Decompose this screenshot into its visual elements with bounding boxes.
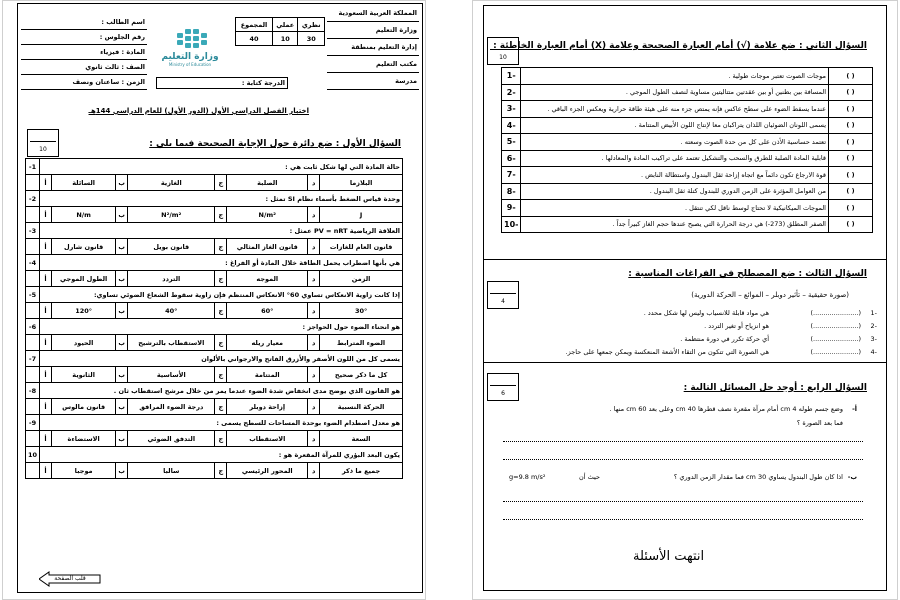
answer-mark-box[interactable]: ( ): [829, 167, 873, 184]
answer-option[interactable]: N/m: [52, 207, 116, 223]
question-number: 8-: [26, 383, 40, 399]
kingdom-label: المملكة العربية السعودية: [327, 5, 419, 22]
answer-option[interactable]: كل ما ذكر صحيح: [320, 367, 403, 383]
mcq-options-row: [26, 207, 403, 223]
tf-row: [502, 167, 873, 184]
answer-option[interactable]: الحيود: [52, 335, 116, 351]
score-header-practical: عملي: [272, 18, 298, 32]
statement-text: عندما يسقط الضوء على سطح عاكس فإنه يمتص جزء منه على هيئة طاقة حرارية ويعكس الجزء الباقي .: [521, 101, 829, 118]
option-letter: ب: [116, 239, 128, 255]
q2-title: السؤال الثاني : ضع علامة (√) أمام العبارة الصحيحة وعلامة (X) أمام العبارة الخاطئة :: [493, 41, 867, 51]
q1-mcq-table: [25, 158, 403, 479]
option-letter: د: [308, 463, 320, 479]
q1-score: 10: [39, 146, 47, 153]
option-letter: د: [308, 431, 320, 447]
options-spacer: [26, 335, 40, 351]
mcq-options-row: [26, 303, 403, 319]
answer-blank[interactable]: (......................): [810, 322, 861, 330]
options-spacer: [26, 399, 40, 415]
answer-option[interactable]: قانون الغاز المثالي: [227, 239, 308, 255]
mcq-options-row: [26, 367, 403, 383]
question-number: 3-: [26, 223, 40, 239]
answer-option[interactable]: المحور الرئيسي: [227, 463, 308, 479]
blank-number: -1: [870, 309, 877, 317]
options-spacer: [26, 463, 40, 479]
mcq-options-row: [26, 431, 403, 447]
answer-option[interactable]: الزمن: [320, 271, 403, 287]
statement-text: من العوامل المؤثرة على الزمن الدوري للبندول كتلة ثقل البندول .: [521, 183, 829, 200]
tf-row: [502, 216, 873, 233]
next-page-arrow[interactable]: [39, 571, 101, 587]
question-number: 7-: [26, 351, 40, 367]
question-number: 5-: [26, 287, 40, 303]
answer-option[interactable]: سالبا: [128, 463, 215, 479]
statement-text: قوة الارجاع تكون دائماً مع اتجاه إزاحة ثقل البندول واستطالة النابض .: [521, 167, 829, 184]
option-letter: أ: [40, 303, 52, 319]
statement-number: -4: [502, 117, 521, 134]
option-letter: ج: [215, 239, 227, 255]
option-letter: أ: [40, 175, 52, 191]
question-text: إذا كانت زاوية الانعكاس تساوي 60° الانعكاس المنتظم فإن زاوية سقوط الشعاع الضوئي تساوي:: [40, 287, 403, 303]
blank-definition: أي حركة تكرر في دورة منتظمة .: [680, 335, 769, 343]
mcq-options-row: [26, 463, 403, 479]
answer-mark-box[interactable]: ( ): [829, 84, 873, 101]
question-text: يكون البعد البؤري للمرآة المقعرة هو :: [40, 447, 403, 463]
answer-option[interactable]: 30°: [320, 303, 403, 319]
score-header-total: المجموع: [236, 18, 273, 32]
q4b-given: g=9.8 m/s²: [509, 473, 546, 481]
answer-option[interactable]: السائلة: [52, 175, 116, 191]
answer-blank[interactable]: (......................): [810, 335, 861, 343]
student-name-field[interactable]: اسم الطالب :: [21, 15, 147, 30]
question-text: وحدة قياس الضغط بأسماء نظام SI تمثل :: [40, 191, 403, 207]
option-letter: ب: [116, 367, 128, 383]
option-letter: د: [308, 207, 320, 223]
ministry-logo-icon: [157, 25, 223, 69]
exam-header: [21, 5, 419, 89]
ministry-logo: [157, 25, 223, 69]
blank-definition: هي الصورة التي تتكون من التقاء الأشعة المنعكسة ويمكن جمعها على حاجز.: [565, 348, 769, 356]
answer-mark-box[interactable]: ( ): [829, 68, 873, 85]
option-letter: أ: [40, 399, 52, 415]
statement-number: -10: [502, 216, 521, 233]
question-text: يسمى كل من اللون الأصفر والأزرق الفاتح والارجواني بالألوان: [40, 351, 403, 367]
option-letter: أ: [40, 463, 52, 479]
question-number: 1-: [26, 159, 40, 175]
score-table: [235, 17, 325, 46]
option-letter: د: [308, 303, 320, 319]
logo-text-en: Ministry of Education: [168, 62, 212, 67]
question-text: هو معدل اصطدام الضوء بوحدة المساحات للسطح يسمى :: [40, 415, 403, 431]
option-letter: ج: [215, 207, 227, 223]
q3-word-bank: (صورة حقيقية – تأثير دوبلر – الموائع – الحركة الدورية): [691, 291, 849, 299]
statement-number: -7: [502, 167, 521, 184]
q4b-answer-line-1[interactable]: [503, 501, 863, 502]
q4b-text: اذا كان طول البندول يساوي 30 cm فما مقدار الزمن الدوري ؟: [673, 473, 843, 481]
tf-row: [502, 150, 873, 167]
exam-title: اختبار الفصل الدراسي الأول (الدور الأول) للعام الدراسي 144هـ: [88, 107, 309, 115]
exam-page-left: [2, 0, 426, 600]
option-letter: أ: [40, 207, 52, 223]
option-letter: ج: [215, 303, 227, 319]
answer-option[interactable]: الغازية: [128, 175, 215, 191]
answer-option[interactable]: البلازما: [320, 175, 403, 191]
q4a-answer-line-1[interactable]: [503, 441, 863, 442]
answer-mark-box[interactable]: ( ): [829, 200, 873, 217]
answer-mark-box[interactable]: ( ): [829, 101, 873, 118]
time-label: الزمن : ساعتان ونصف: [21, 75, 147, 90]
ministry-label: وزارة التعليم: [327, 22, 419, 39]
answer-option[interactable]: المتتامة: [227, 367, 308, 383]
q4b-answer-line-2[interactable]: [503, 519, 863, 520]
option-letter: ب: [116, 303, 128, 319]
q4a-label: أ-: [852, 405, 857, 413]
statement-number: -1: [502, 68, 521, 85]
education-office-label: مكتب التعليم: [327, 56, 419, 73]
option-letter: ب: [116, 399, 128, 415]
option-letter: ب: [116, 207, 128, 223]
statement-text: تعتمد حساسية الأذن على كل من حدة الصوت وسعته .: [521, 134, 829, 151]
mcq-options-row: [26, 335, 403, 351]
q4-score-box: [487, 373, 519, 401]
options-spacer: [26, 367, 40, 383]
logo-text-ar: وزارة التعليم: [161, 52, 219, 62]
mcq-question-row: [26, 223, 403, 239]
tf-row: [502, 134, 873, 151]
statement-text: موجات الصوت تعتبر موجات طولية .: [521, 68, 829, 85]
question-text: حالة المادة التي لها شكل ثابت هي :: [40, 159, 403, 175]
q4-score: 6: [501, 390, 505, 397]
question-number: 9-: [26, 415, 40, 431]
options-spacer: [26, 303, 40, 319]
answer-option[interactable]: درجة الضوء المرافق: [128, 399, 215, 415]
end-of-questions: انتهت الأسئلة: [633, 549, 705, 564]
score-value-total: 40: [236, 32, 273, 46]
mcq-question-row: [26, 319, 403, 335]
question-text: هو القانون الذي يوضح مدى انخفاض شدة الضوء عندما يمر من خلال مرشح استقطاب ثان .: [40, 383, 403, 399]
q1-title: السؤال الأول : ضع دائرة حول الإجابة الصحيحة فيما يلي :: [149, 139, 401, 149]
answer-option[interactable]: معيار ريله: [227, 335, 308, 351]
q4a-text: وضع جسم طوله 4 cm أمام مرآة مقعرة نصف قطرها 40 cm وعلى بعد 60 cm منها .: [609, 405, 843, 413]
statement-number: -3: [502, 101, 521, 118]
answer-option[interactable]: قانون العام للغازات: [320, 239, 403, 255]
q1-score-box: [27, 129, 59, 157]
answer-option[interactable]: قانون بويل: [128, 239, 215, 255]
score-value-practical: 10: [272, 32, 298, 46]
option-letter: ج: [215, 271, 227, 287]
blank-number: -4: [870, 348, 877, 356]
mcq-question-row: [26, 447, 403, 463]
answer-option[interactable]: موجبا: [52, 463, 116, 479]
q4a-answer-line-2[interactable]: [503, 459, 863, 460]
option-letter: ج: [215, 463, 227, 479]
statement-text: قابلية المادة الصلبة للطرق والسحب والتشكيل تعتمد على تراكيب المادة والمعادلها .: [521, 150, 829, 167]
blank-definition: هو انزياح أو تغير التردد .: [704, 322, 769, 330]
student-info: [21, 15, 147, 90]
option-letter: د: [308, 367, 320, 383]
answer-option[interactable]: الاستضاءة: [52, 431, 116, 447]
answer-option[interactable]: 60°: [227, 303, 308, 319]
option-letter: د: [308, 271, 320, 287]
option-letter: أ: [40, 431, 52, 447]
score-header-theory: نظري: [298, 18, 325, 32]
answer-option[interactable]: الموجه: [227, 271, 308, 287]
blank-definition: هي مواد قابلة للانسياب وليس لها شكل محدد .: [643, 309, 769, 317]
statement-number: -9: [502, 200, 521, 217]
q3-score-box: [487, 281, 519, 309]
question-number: 2-: [26, 191, 40, 207]
answer-option[interactable]: الضوء المترابط: [320, 335, 403, 351]
option-letter: ب: [116, 271, 128, 287]
tf-row: [502, 117, 873, 134]
answer-option[interactable]: الأساسية: [128, 367, 215, 383]
question-text: هي بأنها اضطراب يحمل الطاقة خلال المادة أو الفراغ :: [40, 255, 403, 271]
statement-number: -6: [502, 150, 521, 167]
option-letter: ج: [215, 399, 227, 415]
answer-option[interactable]: 40°: [128, 303, 215, 319]
mcq-question-row: [26, 351, 403, 367]
option-letter: د: [308, 335, 320, 351]
mcq-options-row: [26, 175, 403, 191]
answer-option[interactable]: الطول الموجي: [52, 271, 116, 287]
answer-option[interactable]: الاستقطاب: [227, 431, 308, 447]
statement-number: -2: [502, 84, 521, 101]
answer-option[interactable]: إزاحة دوبلر: [227, 399, 308, 415]
q4a-text-2: فما بعد الصورة ؟: [796, 419, 843, 427]
mcq-options-row: [26, 271, 403, 287]
options-spacer: [26, 431, 40, 447]
answer-blank[interactable]: (......................): [810, 309, 861, 317]
writing-grade-field[interactable]: الدرجة كتابة :: [156, 77, 288, 89]
option-letter: د: [308, 175, 320, 191]
option-letter: أ: [40, 239, 52, 255]
subject-label: المادة : فيزياء: [21, 45, 147, 60]
grade-label: الصف : ثالث ثانوي: [21, 60, 147, 75]
score-value-theory: 30: [298, 32, 325, 46]
q4b-given-label: حيث أن: [579, 473, 601, 481]
option-letter: ج: [215, 335, 227, 351]
next-page-label: قلب الصفحة: [54, 575, 86, 582]
answer-mark-box[interactable]: ( ): [829, 183, 873, 200]
mcq-question-row: [26, 191, 403, 207]
exam-page-right: [472, 0, 898, 600]
seat-number-field[interactable]: رقم الجلوس :: [21, 30, 147, 45]
answer-option[interactable]: قانون شارل: [52, 239, 116, 255]
options-spacer: [26, 271, 40, 287]
statement-number: -8: [502, 183, 521, 200]
mcq-question-row: [26, 287, 403, 303]
tf-row: [502, 183, 873, 200]
statement-text: يسمى اللونان الضوئيان اللذان يتراكبان معا لإنتاج اللون الأبيض المتتامة .: [521, 117, 829, 134]
tf-row: [502, 84, 873, 101]
option-letter: أ: [40, 367, 52, 383]
statement-number: -5: [502, 134, 521, 151]
answer-option[interactable]: الثانوية: [52, 367, 116, 383]
answer-option[interactable]: الاستقطاب بالترشيح: [128, 335, 215, 351]
tf-row: [502, 101, 873, 118]
mcq-question-row: [26, 159, 403, 175]
question-number: 6-: [26, 319, 40, 335]
education-admin-label: إدارة التعليم بمنطقة: [327, 39, 419, 56]
answer-option[interactable]: J: [320, 207, 403, 223]
answer-option[interactable]: N/m²: [227, 207, 308, 223]
answer-blank[interactable]: (......................): [810, 348, 861, 356]
option-letter: ب: [116, 335, 128, 351]
option-letter: ج: [215, 175, 227, 191]
answer-option[interactable]: السعة: [320, 431, 403, 447]
options-spacer: [26, 175, 40, 191]
q4-title: السؤال الرابع : أوجد حل المسائل التالية :: [683, 383, 867, 393]
blank-number: -3: [870, 335, 877, 343]
mcq-options-row: [26, 239, 403, 255]
option-letter: ج: [215, 367, 227, 383]
answer-mark-box[interactable]: ( ): [829, 117, 873, 134]
q4b-label: ب-: [847, 473, 857, 481]
option-letter: ج: [215, 431, 227, 447]
q2-tf-table: [501, 67, 873, 233]
answer-option[interactable]: قانون مالوس: [52, 399, 116, 415]
q2-score: 10: [499, 54, 507, 61]
question-text: هو انحناء الضوء حول الحواجز :: [40, 319, 403, 335]
statement-text: المسافة بين بطنين أو بين عقدتين متتاليتين مساوية لنصف الطول الموجي .: [521, 84, 829, 101]
mcq-question-row: [26, 383, 403, 399]
blank-number: -2: [870, 322, 877, 330]
tf-row: [502, 200, 873, 217]
answer-option[interactable]: جميع ما ذكر: [320, 463, 403, 479]
mcq-options-row: [26, 399, 403, 415]
answer-option[interactable]: التردد: [128, 271, 215, 287]
option-letter: ب: [116, 431, 128, 447]
option-letter: أ: [40, 335, 52, 351]
school-label: مدرسة: [327, 73, 419, 90]
options-spacer: [26, 207, 40, 223]
option-letter: أ: [40, 271, 52, 287]
option-letter: د: [308, 399, 320, 415]
answer-mark-box[interactable]: ( ): [829, 134, 873, 151]
q3-score: 4: [501, 298, 505, 305]
option-letter: ب: [116, 175, 128, 191]
answer-option[interactable]: التدفق الضوئي: [128, 431, 215, 447]
question-number: 10: [26, 447, 40, 463]
question-text: العلاقة الرياضية PV = nRT عمثل :: [40, 223, 403, 239]
answer-option[interactable]: الحركة النسبية: [320, 399, 403, 415]
statement-text: الموجات الميكانيكية لا تحتاج لوسط ناقل لكي تنتقل .: [521, 200, 829, 217]
tf-row: [502, 68, 873, 85]
question-number: 4-: [26, 255, 40, 271]
statement-text: الصفر المطلق (273-) هي درجة الحرارة التي يصبح عندها حجم الغاز كبيراً جداً .: [521, 216, 829, 233]
mcq-question-row: [26, 415, 403, 431]
answer-option[interactable]: 120°: [52, 303, 116, 319]
options-spacer: [26, 239, 40, 255]
q3-title: السؤال الثالث : ضع المصطلح في الفراغات المناسبة :: [628, 269, 867, 279]
answer-option[interactable]: N²/m²: [128, 207, 215, 223]
mcq-question-row: [26, 255, 403, 271]
answer-mark-box[interactable]: ( ): [829, 150, 873, 167]
answer-mark-box[interactable]: ( ): [829, 216, 873, 233]
answer-option[interactable]: الصلبة: [227, 175, 308, 191]
school-info: [327, 5, 419, 89]
option-letter: ب: [116, 463, 128, 479]
option-letter: د: [308, 239, 320, 255]
